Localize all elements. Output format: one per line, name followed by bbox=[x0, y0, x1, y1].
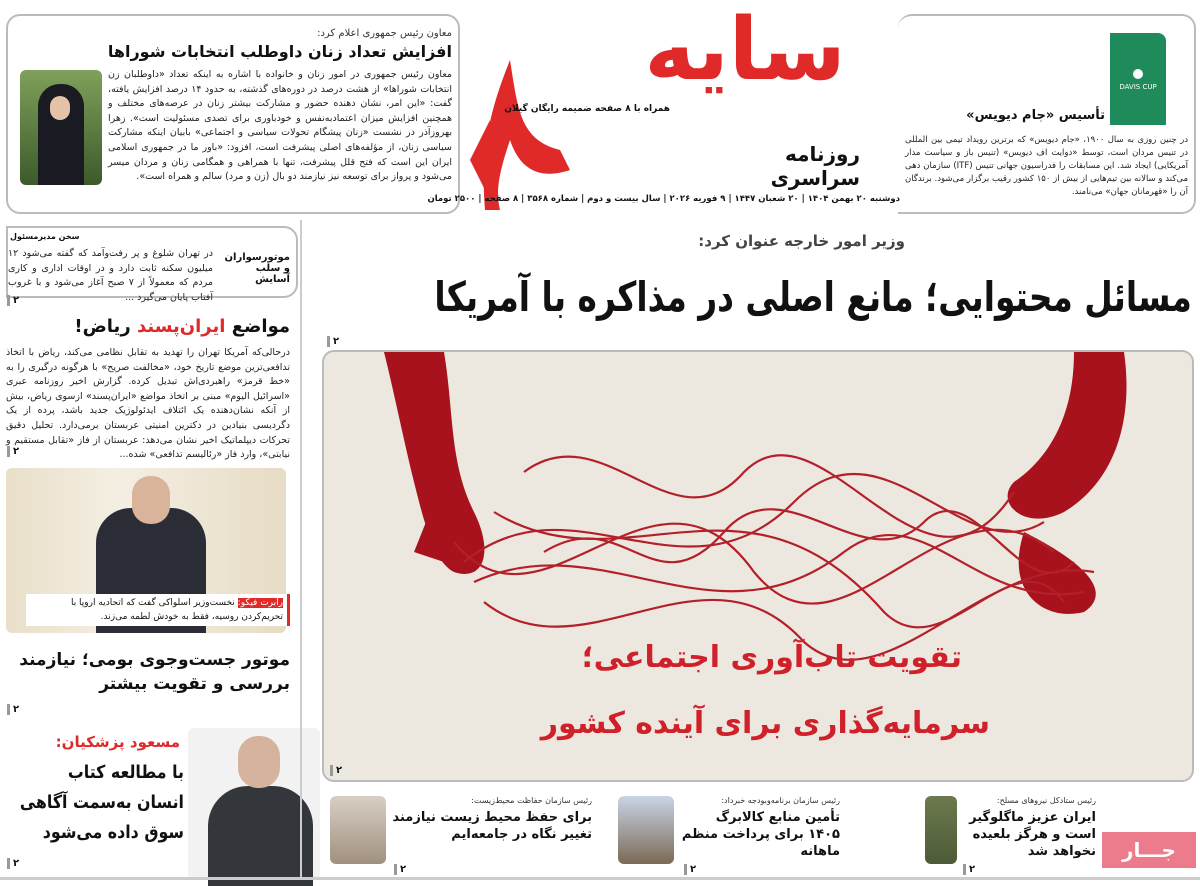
riyadh-title[interactable]: مواضع ایران‌پسند ریاض! bbox=[74, 316, 290, 337]
bottom-page-1: ۲ bbox=[963, 864, 975, 875]
bottom-title-1[interactable]: ایران عزیز ماگلوگیر است و هرگز بلعیده نخواهد شد bbox=[969, 810, 1096, 859]
bottom-title-3[interactable]: برای حفظ محیط زیست نیازمند تغییر نگاه در جامعه‌ایم bbox=[392, 810, 592, 842]
main-headline-page: ۲ bbox=[327, 336, 339, 347]
masthead-logo: سایه bbox=[644, 0, 846, 100]
top-left-body: معاون رئیس جمهوری در امور زنان و خانواده با اشاره به اینکه تعداد «داوطلبان زن انتخابات شوراها» از هشت درصد در دوره‌های گذشته، به حدود ۱۴ درصد افزایش یافته، گفت: «این امر، نشان دهنده حضور و مشارکت بیشتر زنان در عرصه‌های مختلف و همچنین افزایش میزان اعتمادبه‌نفس و خودباوری برای تصدی مسئولیت است». زهرا بهروزآذر در نشست «زنان پیشگام تحولات سیاسی و اجتماعی» بابیان اینکه مشارکت سیاسی زنان، از مؤلفه‌های اصلی پیشرفت است، افزود: «باور ما در جمهوری اسلامی ایران این است که فتح قلل پیشرفت، تنها با همراهی و همگامی زنان و مردان میسر می‌شود و پرواز برای توسعه نیز نیازمند دو بال (زن و مرد) سالم و همراه است». bbox=[108, 69, 452, 183]
main-red-page: ۲ bbox=[330, 765, 342, 776]
main-headline[interactable]: مسائل محتوایی؛ مانع اصلی در مذاکره با آمریکا bbox=[434, 273, 1192, 321]
editorial-body: در تهران شلوغ و پر رفت‌وآمد که گفته می‌شود ۱۲ میلیون سکنه ثابت دارد و در اوقات اداری و کاری مردم که معمولاً از ۷ صبح آغاز می‌شود و با غروب آفتاب پایان می‌گیرد ... bbox=[8, 248, 213, 303]
masthead-dateline: دوشنبه ۲۰ بهمن ۱۴۰۴ | ۲۰ شعبان ۱۴۴۷ | ۹ فوریه ۲۰۲۶ | سال بیست و دوم | شماره ۳۵۶۸ | ۸ صفحه | ۲۵۰۰ تومان bbox=[427, 194, 900, 204]
editorial-page: ۲ bbox=[7, 295, 19, 306]
search-engine-title[interactable]: موتور جست‌وجوی بومی؛ نیازمند بررسی و تقویت بیشتر bbox=[19, 650, 290, 694]
bottom-photo-2 bbox=[618, 796, 674, 864]
top-left-photo bbox=[20, 70, 102, 185]
main-kicker: وزیر امور خارجه عنوان کرد: bbox=[698, 232, 905, 250]
davis-cup-icon bbox=[1133, 69, 1143, 79]
fico-caption: رابرت فیکو: نخست‌وزیر اسلواکی گفت که اتحادیه اروپا با تحریم‌کردن روسیه، فقط به خودش لطمه می‌زند. bbox=[26, 594, 290, 626]
davis-cup-logo: DAVIS CUP bbox=[1110, 33, 1166, 125]
top-right-body: در چنین روزی به سال ۱۹۰۰، «جام دیویس» که برترین رویداد تیمی بین المللی در تنیس مردان است، توسط «دوایت اف دیویس» (تنیس باز و سیاست مدار آمریکایی) ایجاد شد. این مسابقات را فدراسیون جهانی تنیس (ITF) سازمان دهی می‌کند و سالانه بین تیم‌هایی از بیش از ۱۵۰ کشور رقیب برگزار می‌شود. برندگان آن را «قهرمانان جهان» می‌نامند. bbox=[905, 135, 1189, 197]
bottom-page-2: ۲ bbox=[684, 864, 696, 875]
main-red-line2[interactable]: سرمایه‌گذاری برای آینده کشور bbox=[540, 706, 990, 741]
top-right-title[interactable]: تأسیس «جام دیویس» bbox=[966, 108, 1105, 123]
masthead-supplement: همراه با ۸ صفحه ضمیمه رایگان گیلان bbox=[504, 104, 670, 114]
bottom-kicker-3: رئیس سازمان حفاظت محیط‌زیست: bbox=[471, 796, 592, 805]
bottom-kicker-2: رئیس سازمان برنامه‌وبودجه خبرداد: bbox=[721, 796, 840, 805]
riyadh-body: درحالی‌که آمریکا تهران را تهدید به تقابل نظامی می‌کند، ریاض با اتخاذ تدافعی‌ترین موضع تاریخ خود، «مخالفت صریح» با هرگونه درگیری را به «خط قرمز» راهبردی‌اش تبدیل کرده. گزارش اخیر روزنامه عبری «اسرائیل الیوم» مبنی بر اتخاذ مواضع «ایران‌پسند» ازسوی ریاض، بیش از آنکه نشان‌دهنده یک ائتلاف ایدئولوژیک جدید باشد، پرده از یک دگردیسی بنیادین در دکترین امنیتی عربستان برمی‌دارد. تحلیل دقیق تحرکات دیپلماتیک اخیر نشان می‌دهد: عربستان از فاز «تقابل مستقیم و نیابتی»، وارد فاز «رئالیسم تدافعی» شده... bbox=[6, 347, 290, 461]
bottom-kicker-1: رئیس ستادکل نیروهای مسلح: bbox=[996, 796, 1096, 805]
masthead-subtitle: روزنامه سراسری bbox=[770, 142, 860, 190]
riyadh-page: ۲ bbox=[7, 446, 19, 457]
bottom-page-3: ۲ bbox=[394, 864, 406, 875]
editorial-label: سخن مدیرمسئول bbox=[10, 232, 80, 241]
bottom-title-2[interactable]: تأمین منابع کالابرگ ۱۴۰۵ برای پرداخت منظم ماهانه bbox=[681, 810, 840, 859]
bottom-photo-1 bbox=[925, 796, 957, 864]
pezeshkian-title[interactable]: با مطالعه کتاب انسان به‌سمت آگاهی سوق داده می‌شود bbox=[19, 762, 184, 843]
jaar-watermark: جـــار bbox=[1102, 832, 1196, 868]
top-left-kicker: معاون رئیس جمهوری اعلام کرد: bbox=[317, 28, 452, 39]
bottom-photo-3 bbox=[330, 796, 386, 864]
bottom-border bbox=[0, 877, 1200, 880]
top-left-title[interactable]: افزایش تعداد زنان داوطلب انتخابات شوراها bbox=[107, 42, 452, 61]
main-red-line1[interactable]: تقویت تاب‌آوری اجتماعی؛ bbox=[581, 640, 962, 675]
pezeshkian-kicker: مسعود پزشکیان: bbox=[55, 733, 180, 751]
main-headline-wrap bbox=[330, 262, 1192, 332]
pezeshkian-page: ۲ bbox=[7, 858, 19, 869]
search-engine-page: ۲ bbox=[7, 704, 19, 715]
editorial-title[interactable]: موتورسواران و سلب آسایش bbox=[224, 252, 290, 285]
